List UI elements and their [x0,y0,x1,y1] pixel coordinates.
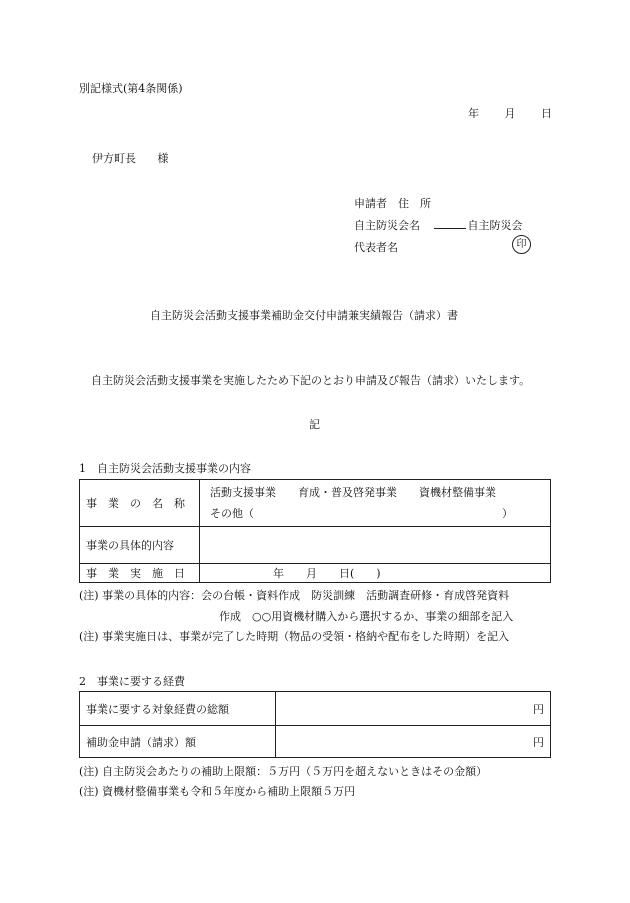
detail-value [200,527,551,564]
date-month: 月 [504,107,516,120]
addressee-honorific: 様 [157,152,169,165]
applicant-address-label: 申請者 住 所 [354,197,431,210]
group-suffix: 自主防災会 [467,219,523,232]
category-other: その他（ [210,507,254,520]
note-content: (注) 事業の具体的内容：会の台帳・資料作成 防災訓練 活動調査研修・育成啓発資料 [79,589,510,602]
date-year: 年 [468,107,479,120]
detail-label: 事業の具体的内容 [80,527,200,564]
statement: 自主防災会活動支援事業を実施したため下記のとおり申請及び報告（請求）いたします。 [91,374,531,387]
date-label: 事 業 実 施 日 [80,564,200,583]
date-line [468,105,552,121]
section1-heading: 1 自主防災会活動支援事業の内容 [79,462,251,475]
name-label: 事 業 の 名 称 [80,480,200,527]
content-table [79,479,551,583]
addressee [92,150,169,166]
group-name-blank [434,219,466,229]
section2-heading: 2 事業に要する経費 [79,675,185,688]
note-content-cont: 作成 ○○用資機材購入から選択するか、事業の細部を記入 [219,610,514,623]
table-row [80,726,551,758]
date-value: 年 月 日( ) [200,564,551,583]
note-equipment: (注) 資機材整備事業も令和５年度から補助上限額５万円 [79,785,356,798]
total-cost-label: 事業に要する対象経費の総額 [80,692,276,726]
total-cost-unit: 円 [276,692,551,726]
subsidy-label: 補助金申請（請求）額 [80,726,276,758]
expense-table [79,691,551,758]
ki-mark: 記 [309,418,320,431]
category-training: 育成・普及啓発事業 [298,486,397,499]
group-label: 自主防災会名 [354,219,420,232]
category-activity: 活動支援事業 [210,486,276,499]
applicant-group [354,217,523,233]
form-reference: 別記様式(第4条関係) [79,82,183,95]
document-title: 自主防災会活動支援事業補助金交付申請兼実績報告（請求）書 [150,309,458,322]
rep-label: 代表者名 [354,241,398,254]
note-limit: (注) 自主防災会あたりの補助上限額：５万円（５万円を超えないときはその金額） [79,765,488,778]
category-equipment: 資機材整備事業 [419,486,496,499]
seal-mark [512,235,531,254]
date-day: 日 [541,107,552,120]
table-row [80,692,551,726]
category-other-close: ） [502,507,513,520]
table-row [80,480,551,527]
note-date: (注) 事業実施日は、事業が完了した時期（物品の受領・格納や配布をした時期）を記入 [79,630,510,643]
table-row [80,564,551,583]
subsidy-unit: 円 [276,726,551,758]
name-options [200,480,551,527]
addressee-name: 伊方町長 [92,152,136,165]
applicant-representative [354,239,398,255]
seal-icon: 印 [512,235,531,254]
table-row [80,527,551,564]
